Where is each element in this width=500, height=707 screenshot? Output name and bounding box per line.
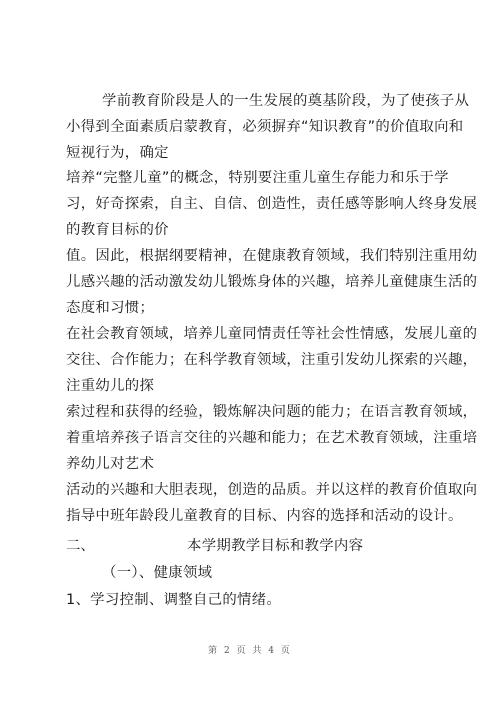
paragraph-line-3: 短视行为，确定 — [66, 145, 169, 161]
section-title: 本学期教学目标和教学内容 — [187, 538, 364, 554]
paragraph-line-7: 值。因此，根据纲要精神，在健康教育领域，我们特别注重用幼 — [66, 248, 478, 264]
subsection-heading: （一）、健康领域 — [102, 565, 213, 581]
paragraph-line-16: 活动的兴趣和大胆表现，创造的品质。并以这样的教育价值取向 — [66, 482, 478, 498]
paragraph-line-13: 索过程和获得的经验，锻炼解决问题的能力；在语言教育领域， — [66, 404, 478, 420]
paragraph-line-1: 学前教育阶段是人的一生发展的奠基阶段，为了使孩子从 — [102, 93, 470, 109]
paragraph-line-11: 交往、合作能力；在科学教育领域，注重引发幼儿探索的兴趣， — [66, 352, 478, 368]
paragraph-line-10: 在社会教育领域，培养儿童同情责任等社会性情感，发展儿童的 — [66, 326, 478, 342]
section-number: 二、 — [66, 538, 95, 554]
paragraph-line-2: 小得到全面素质启蒙教育，必须摒弃“知识教育”的价值取向和 — [66, 119, 464, 135]
paragraph-line-4: 培养“完整儿童”的概念，特别要注重儿童生存能力和乐于学 — [66, 170, 449, 186]
paragraph-line-9: 态度和习惯； — [66, 300, 155, 316]
paragraph-line-15: 养幼儿对艺术 — [66, 456, 155, 472]
paragraph-line-12: 注重幼儿的探 — [66, 378, 155, 394]
paragraph-line-6: 的教育目标的价 — [66, 222, 169, 238]
paragraph-line-17: 指导中班年龄段儿童教育的目标、内容的选择和活动的设计。 — [66, 508, 463, 524]
list-item-1: 1、学习控制、调整自己的情绪。 — [66, 592, 282, 608]
paragraph-line-8: 儿感兴趣的活动激发幼儿锻炼身体的兴趣，培养儿童健康生活的 — [66, 274, 478, 290]
page-footer: 第 2 页 共 4 页 — [208, 646, 292, 656]
paragraph-line-5: 习，好奇探索，自主、自信、创造性，责任感等影响人终身发展 — [66, 196, 478, 212]
paragraph-line-14: 着重培养孩子语言交往的兴趣和能力；在艺术教育领域，注重培 — [66, 430, 478, 446]
